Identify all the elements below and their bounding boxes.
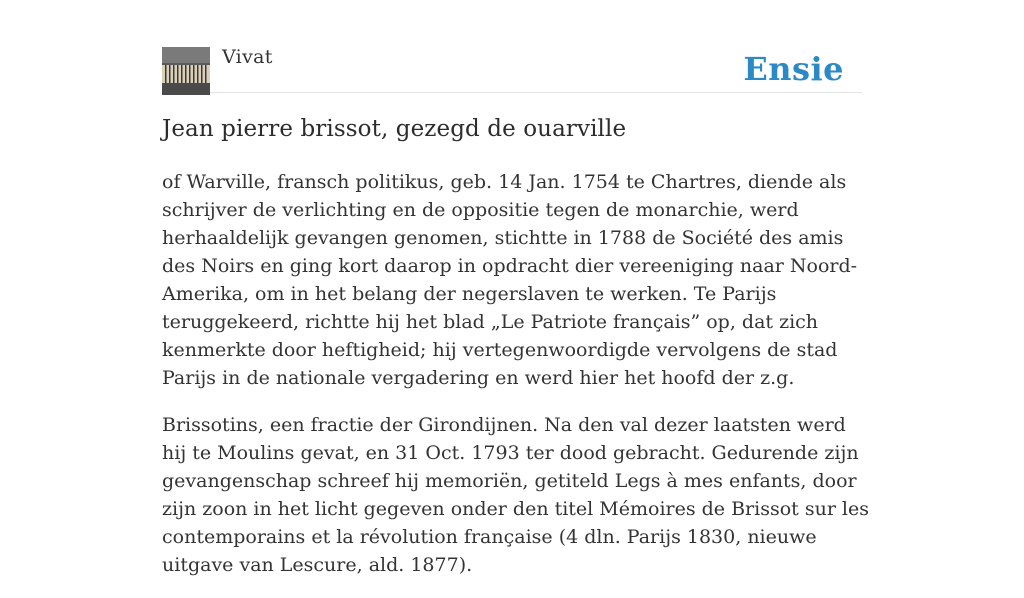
book-spines-icon	[162, 47, 210, 95]
article-paragraph-2: Brissotins, een fractie der Girondijnen. Na den val dezer laatsten werd hij te Moulins gevat, en 31 Oct. 1793 ter dood gebracht. Gedurende zijn gevangenschap schreef hij memoriën, getiteld Legs à mes enfants, door zijn zoon in het licht gegeven onder den titel Mémoires de Brissot sur les contemporains et la révolution française (4 dln. Parijs 1830, nieuwe uitgave van Lescure, ald. 1877).	[162, 414, 870, 576]
author-name[interactable]: Vivat	[222, 46, 273, 68]
author-avatar[interactable]	[162, 47, 210, 95]
brand-logo[interactable]: Ensie	[743, 50, 844, 88]
page-container	[162, 0, 870, 576]
article-body	[162, 168, 872, 598]
article-paragraph-1: of Warville, fransch politikus, geb. 14 Jan. 1754 te Chartres, diende als schrijver de verlichting en de oppositie tegen de monarchie, werd herhaaldelijk gevangen genomen, stichtte in 1788 de Société des amis des Noirs en ging kort daarop in opdracht dier vereeniging naar Noord-Amerika, om in het belang der negerslaven te werken. Te Parijs teruggekeerd, richtte hij het blad „Le Patriote français” op, dat zich kenmerkte door heftigheid; hij vertegenwoordigde vervolgens de stad Parijs in de nationale vergadering en werd hier het hoofd der z.g.	[162, 171, 858, 389]
header	[162, 0, 862, 93]
article-title: Jean pierre brissot, gezegd de ouarville	[162, 116, 627, 142]
